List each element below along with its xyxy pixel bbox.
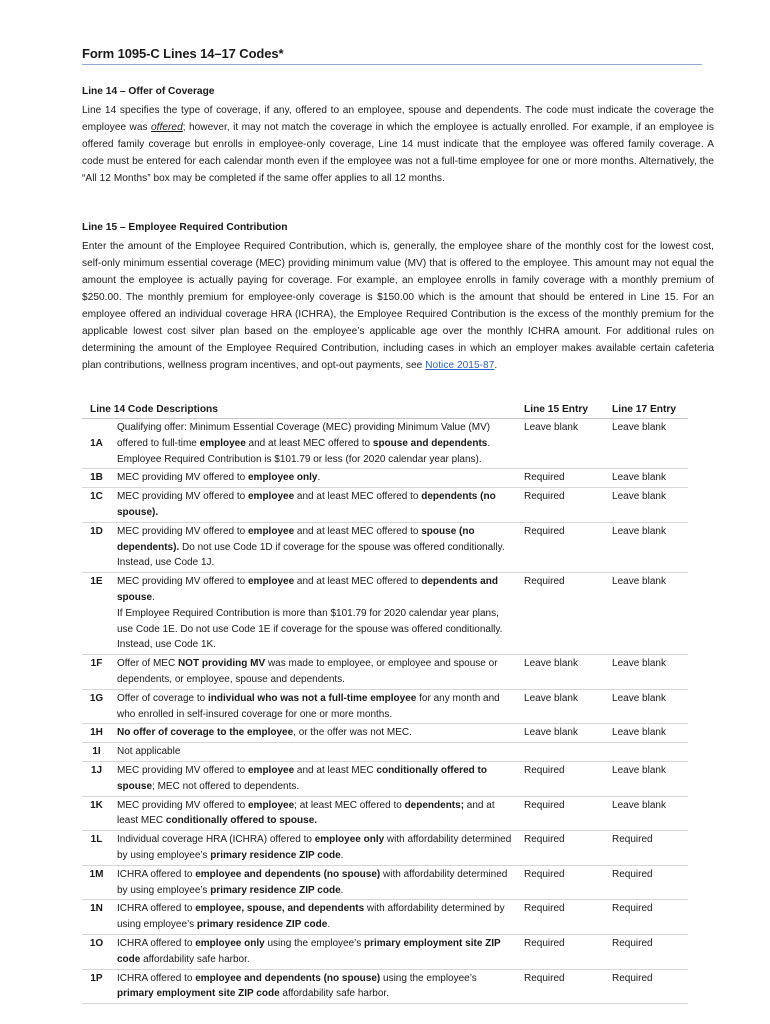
description-bold-text: primary residence ZIP code	[210, 884, 341, 896]
description-bold-text: dependents;	[404, 799, 465, 811]
description-text: Offer of MEC	[117, 658, 178, 670]
description-text: ; MEC not offered to dependents.	[152, 780, 300, 792]
table-row	[82, 419, 688, 469]
row-line17-entry: Leave blank	[612, 689, 688, 724]
row-line17-entry: Required	[612, 865, 688, 900]
description-text: with affordability determined by using employee’s	[117, 903, 505, 931]
row-line17-entry: Leave blank	[612, 761, 688, 796]
description-bold-text: primary employment site ZIP code	[117, 937, 501, 965]
row-code: 1I	[82, 743, 117, 762]
row-line15-entry: Required	[524, 469, 612, 488]
table-row	[82, 969, 688, 1004]
row-line17-entry: Leave blank	[612, 573, 688, 655]
row-description	[117, 488, 524, 523]
title-divider	[82, 64, 702, 65]
table-row	[82, 488, 688, 523]
line15-body	[82, 238, 714, 374]
table-row	[82, 865, 688, 900]
description-bold-text: primary residence ZIP code	[210, 849, 341, 861]
description-text: MEC providing MV offered to	[117, 764, 248, 776]
row-code: 1O	[82, 934, 117, 969]
row-code: 1K	[82, 796, 117, 831]
row-description	[117, 573, 524, 655]
table-row	[82, 522, 688, 572]
line14-body-text-1: Line 14 specifies the type of coverage, if any, offered to an employee, spouse and dependents. The code must indicate the coverage the employee was	[82, 105, 714, 133]
description-text: and at least MEC offered to	[245, 437, 373, 449]
description-text: ICHRA offered to	[117, 868, 196, 880]
table-row	[82, 761, 688, 796]
table-header-row	[82, 402, 688, 419]
row-code: 1C	[82, 488, 117, 523]
row-line15-entry: Leave blank	[524, 655, 612, 690]
description-text: Qualifying offer: Minimum Essential Coverage (MEC) providing Minimum Value (MV) offered to full-time	[117, 422, 491, 449]
line15-body-text-1: Enter the amount of the Employee Required Contribution, which is, generally, the employee share of the monthly cost for the lowest cost, self-only minimum essential coverage (MEC) providing minimum value (MV) that is offered to the employee. This amount may not equal the amount the employee is actually paying for coverage. For example, an employee enrolls in family coverage with a monthly premium of $250.00. The monthly premium for employee-only coverage is $150.00 which is the amount that should be entered in Line 15. For an employee offered an individual coverage HRA (ICHRA), the Employee Required Contribution is the excess of the monthly premium for the applicable lowest cost silver plan based on the employee’s applicable age over the monthly ICHRA amount. For additional rules on determining the amount of the Employee Required Contribution, including cases in which an employer makes available certain cafeteria plan contributions, wellness program incentives, and opt-out payments, see	[82, 241, 714, 371]
row-line15-entry: Required	[524, 831, 612, 866]
description-bold-text: employee, spouse, and dependents	[195, 903, 365, 915]
row-line17-entry: Required	[612, 831, 688, 866]
table-row	[82, 831, 688, 866]
description-text: and at least MEC offered to	[294, 491, 422, 503]
row-code: 1N	[82, 900, 117, 935]
description-bold-text: employee	[248, 764, 295, 776]
description-bold-text: individual who was not a full-time employee	[207, 692, 417, 704]
header-line15-entry: Line 15 Entry	[524, 402, 612, 419]
row-description	[117, 934, 524, 969]
description-bold-text: employee only	[314, 834, 385, 846]
description-text: .	[340, 849, 344, 861]
description-text: with affordability determined by using employee’s	[117, 834, 512, 861]
description-text: ; at least MEC offered to	[294, 799, 405, 811]
table-row	[82, 655, 688, 690]
description-text: .	[340, 884, 344, 896]
description-text: Do not use Code 1D if coverage for the spouse was offered conditionally. Instead, use Code 1J.	[117, 541, 505, 569]
row-description	[117, 831, 524, 866]
row-line15-entry: Required	[524, 865, 612, 900]
row-line15-entry: Leave blank	[524, 419, 612, 469]
description-text: MEC providing MV offered to	[117, 576, 248, 588]
description-bold-text: NOT providing MV	[177, 658, 266, 670]
row-description	[117, 522, 524, 572]
row-line17-entry: Leave blank	[612, 655, 688, 690]
description-bold-text: employee and dependents (no spouse)	[195, 868, 381, 880]
description-text: using the employee’s	[264, 937, 364, 949]
row-description	[117, 469, 524, 488]
line14-heading: Line 14 – Offer of Coverage	[82, 86, 215, 97]
row-code: 1M	[82, 865, 117, 900]
description-text: MEC providing MV offered to	[117, 799, 248, 811]
row-description	[117, 761, 524, 796]
header-code-descriptions: Line 14 Code Descriptions	[82, 402, 524, 419]
line15-heading: Line 15 – Employee Required Contribution	[82, 222, 288, 233]
description-bold-text: employee	[199, 437, 246, 449]
description-bold-text: employee and dependents (no spouse)	[195, 972, 381, 984]
row-line15-entry: Required	[524, 934, 612, 969]
row-line15-entry: Required	[524, 969, 612, 1004]
description-bold-text: employee	[248, 799, 295, 811]
table-row	[82, 900, 688, 935]
description-bold-text: spouse and dependents	[372, 437, 488, 449]
description-text: affordability safe harbor.	[279, 988, 389, 1000]
description-text: MEC providing MV offered to	[117, 525, 248, 537]
description-text: for any month and who enrolled in self-insured coverage for one or more months.	[117, 692, 500, 720]
line15-body-text-2: .	[494, 360, 498, 371]
description-bold-text: employee	[248, 525, 295, 537]
table-row	[82, 796, 688, 831]
description-text: Offer of coverage to	[117, 692, 208, 704]
row-code: 1J	[82, 761, 117, 796]
table-row	[82, 469, 688, 488]
row-description	[117, 743, 524, 762]
row-code: 1G	[82, 689, 117, 724]
row-code: 1D	[82, 522, 117, 572]
row-line17-entry: Required	[612, 969, 688, 1004]
row-line17-entry: Leave blank	[612, 796, 688, 831]
description-text: If Employee Required Contribution is more than $101.79 for 2020 calendar year plans, use Code 1E. Do not use Code 1E if coverage for the spouse was offered conditionally. Instead, use Code 1K.	[117, 607, 503, 651]
row-code: 1B	[82, 469, 117, 488]
line14-body	[82, 102, 714, 187]
row-line15-entry: Required	[524, 900, 612, 935]
description-text: affordability safe harbor.	[140, 953, 250, 965]
description-bold-text: dependents (no spouse).	[117, 491, 496, 518]
table-row	[82, 724, 688, 743]
row-line17-entry: Required	[612, 934, 688, 969]
line14-body-text-2: ; however, it may not match the coverage in which the employee is actually enrolled. For example, if an employee is offered family coverage but enrolls in employee-only coverage, Line 14 must indicate that the employee was offered family coverage. A code must be entered for each calendar month even if the employee was not a full-time employee for one or more months. Alternatively, the “All 12 Months” box may be completed if the same offer applies to all 12 months.	[82, 122, 714, 184]
row-line15-entry: Required	[524, 796, 612, 831]
table-row	[82, 689, 688, 724]
row-line15-entry: Required	[524, 488, 612, 523]
description-text: MEC providing MV offered to	[117, 472, 248, 484]
notice-link[interactable]: Notice 2015-87	[425, 360, 495, 371]
description-text: .	[152, 591, 155, 603]
row-description	[117, 796, 524, 831]
table-row	[82, 743, 688, 762]
description-text: Individual coverage HRA (ICHRA) offered to	[117, 834, 315, 846]
description-text: . Employee Required Contribution is $101.79 or less (for 2020 calendar year plans).	[117, 437, 491, 465]
description-text: and at least MEC offered to	[294, 576, 422, 588]
description-text: ICHRA offered to	[117, 937, 196, 949]
line14-body-emphasis: offered	[150, 122, 183, 133]
description-text: , or the offer was not MEC.	[293, 727, 412, 739]
description-text: ICHRA offered to	[117, 903, 196, 915]
row-code: 1F	[82, 655, 117, 690]
description-text: with affordability determined by using employee’s	[117, 868, 508, 896]
description-text: was made to employee, or employee and spouse or dependents, or employee, spouse and dependents.	[117, 658, 498, 685]
table-body	[82, 419, 688, 1004]
row-line15-entry: Required	[524, 522, 612, 572]
row-code: 1P	[82, 969, 117, 1004]
line14-section	[82, 86, 714, 187]
row-line15-entry: Leave blank	[524, 724, 612, 743]
description-bold-text: No offer of coverage to the employee	[117, 727, 294, 739]
table-row	[82, 934, 688, 969]
row-code: 1H	[82, 724, 117, 743]
row-description	[117, 724, 524, 743]
description-bold-text: dependents and spouse	[117, 576, 498, 603]
row-description	[117, 689, 524, 724]
row-code: 1L	[82, 831, 117, 866]
description-bold-text: primary residence ZIP code	[196, 919, 328, 931]
row-line15-entry	[524, 743, 612, 762]
description-bold-text: employee only	[248, 472, 318, 484]
description-text: Not applicable	[117, 746, 181, 758]
row-line17-entry: Leave blank	[612, 522, 688, 572]
description-bold-text: employee	[248, 576, 295, 588]
header-line17-entry: Line 17 Entry	[612, 402, 688, 419]
description-text: and at least MEC	[117, 799, 495, 827]
description-text: and at least MEC offered to	[294, 525, 422, 537]
row-description	[117, 655, 524, 690]
codes-table	[82, 402, 688, 1004]
description-text: ICHRA offered to	[117, 972, 196, 984]
description-bold-text: conditionally offered to spouse	[117, 764, 487, 792]
row-description	[117, 865, 524, 900]
row-line17-entry: Required	[612, 900, 688, 935]
row-description	[117, 900, 524, 935]
description-text: MEC providing MV offered to	[117, 491, 248, 503]
row-line17-entry: Leave blank	[612, 419, 688, 469]
description-text: using the employee’s	[380, 972, 477, 984]
row-description	[117, 419, 524, 469]
table-row	[82, 573, 688, 655]
description-text: .	[317, 472, 321, 484]
description-bold-text: conditionally offered to spouse.	[165, 815, 318, 827]
page-title: Form 1095-C Lines 14–17 Codes*	[82, 46, 284, 61]
row-line17-entry	[612, 743, 688, 762]
description-text: .	[327, 919, 331, 931]
row-line17-entry: Leave blank	[612, 724, 688, 743]
row-line15-entry: Required	[524, 761, 612, 796]
description-bold-text: employee only	[195, 937, 265, 949]
row-line15-entry: Required	[524, 573, 612, 655]
description-bold-text: spouse (no dependents).	[117, 525, 475, 553]
line15-section	[82, 222, 714, 374]
row-code: 1E	[82, 573, 117, 655]
row-description	[117, 969, 524, 1004]
row-line17-entry: Leave blank	[612, 488, 688, 523]
description-text: and at least MEC	[294, 764, 377, 776]
row-code: 1A	[82, 419, 117, 469]
row-line15-entry: Leave blank	[524, 689, 612, 724]
row-line17-entry: Leave blank	[612, 469, 688, 488]
description-bold-text: primary employment site ZIP code	[117, 988, 280, 1000]
description-bold-text: employee	[248, 491, 295, 503]
